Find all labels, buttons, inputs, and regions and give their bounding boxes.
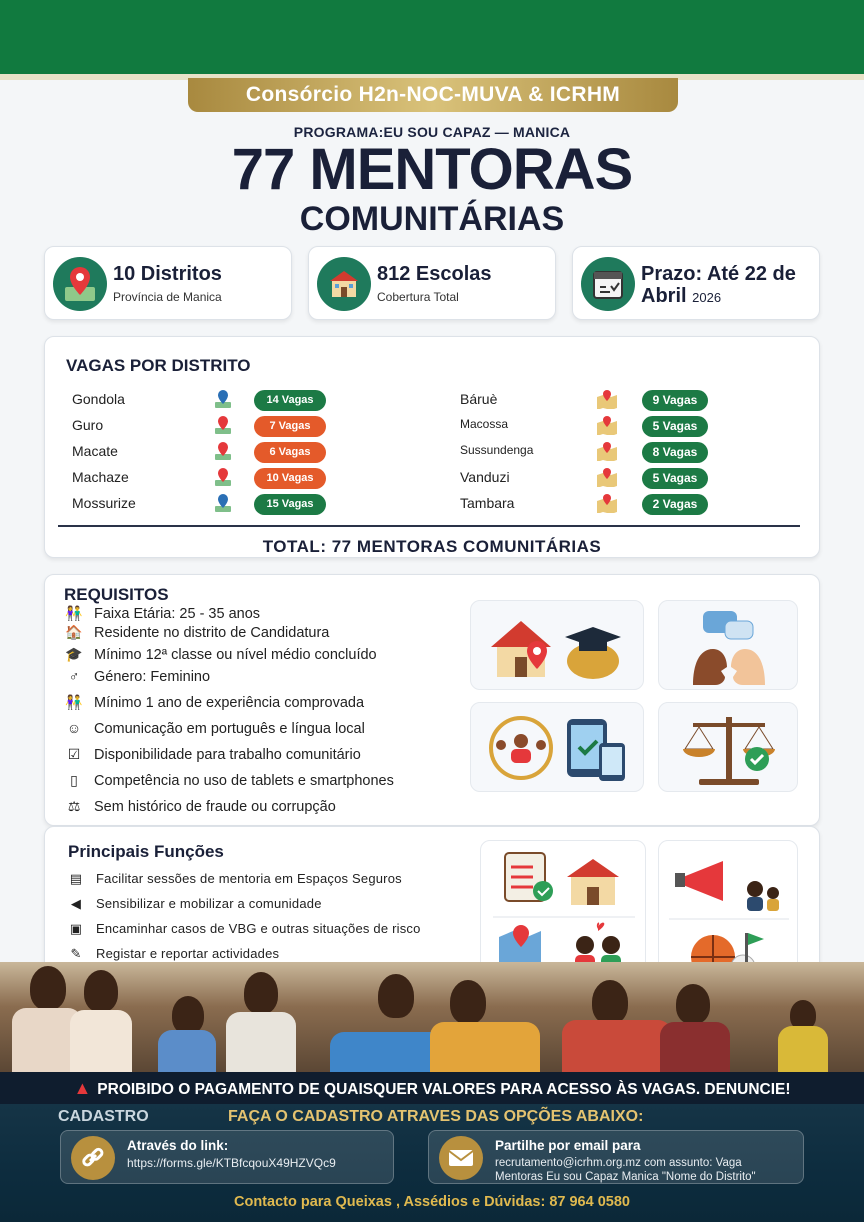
district-name: Tambara — [460, 495, 515, 511]
map-pin-icon — [53, 257, 107, 311]
email-icon — [439, 1136, 483, 1180]
form-link[interactable]: https://forms.gle/KTBfcqouX49HZVQc9 — [127, 1156, 336, 1170]
function-item: ✎ Registar e reportar actividades — [66, 946, 279, 962]
justice-scales-icon — [659, 703, 799, 793]
function-item: ▤ Facilitar sessões de mentoria em Espaços Seguros — [66, 871, 402, 887]
house-and-graduation-icon — [471, 601, 645, 691]
deadline-line1: Prazo: Até 22 de — [641, 263, 796, 285]
checklist-icon: ☑ — [67, 746, 81, 762]
location-pin-icon — [214, 389, 232, 409]
district-name: Mossurize — [72, 495, 136, 511]
people-icon: 👫 — [65, 605, 83, 621]
warning-banner — [0, 1072, 864, 1104]
req-item: ☺ Comunicação em português e língua local — [64, 720, 365, 737]
district-row — [72, 441, 332, 463]
district-row — [72, 467, 332, 489]
deadline-text — [641, 263, 796, 309]
consortium-banner: Consórcio H2n-NOC-MUVA & ICRHM — [188, 78, 678, 112]
district-row — [72, 415, 332, 437]
vagas-badge: 5 Vagas — [642, 416, 708, 437]
student-photo — [378, 974, 414, 1018]
stat-card-prazo — [572, 246, 820, 320]
vagas-badge: 15 Vagas — [254, 494, 326, 515]
headline-subtitle: COMUNITÁRIAS — [299, 200, 565, 238]
stat-card-escolas — [308, 246, 556, 320]
vagas-badge: 6 Vagas — [254, 442, 326, 463]
student-photo — [450, 980, 486, 1024]
link-title: Através do link: — [127, 1138, 229, 1153]
funcoes-title: Principais Funções — [68, 842, 224, 861]
warning-text: PROIBIDO O PAGAMENTO DE QUAISQUER VALORES PARA ACESSO ÀS VAGAS. DENUNCIE! — [97, 1081, 791, 1098]
folder-icon: ▣ — [69, 921, 83, 936]
stat-title: 10 Distritos — [113, 263, 222, 285]
calendar-icon — [581, 257, 635, 311]
email-line2: Mentoras Eu sou Capaz Manica "Nome do Distrito" — [495, 1171, 756, 1183]
tablet-icon: ▯ — [70, 772, 78, 788]
student-photo — [226, 1012, 296, 1074]
req-item: ♂ Género: Feminino — [64, 668, 210, 685]
student-photo — [562, 1020, 672, 1074]
district-row — [460, 467, 720, 489]
district-row — [460, 441, 720, 463]
req-item: ▯ Competência no uso de tablets e smartphones — [64, 772, 394, 789]
illustration-tile — [658, 600, 798, 690]
graduation-cap-icon: 🎓 — [65, 646, 83, 662]
illustration-tile — [658, 702, 798, 792]
document-icon: ▤ — [69, 871, 83, 886]
stat-subtitle: Província de Manica — [113, 290, 222, 304]
cadastro-label: CADASTRO — [58, 1108, 149, 1125]
cadastro-instruction: FAÇA O CADASTRO ATRAVES DAS OPÇÕES ABAIXO: — [228, 1108, 644, 1125]
map-pin-icon — [596, 415, 618, 435]
chat-icon: ☺ — [66, 720, 82, 736]
district-name: Gondola — [72, 391, 125, 407]
student-photo — [676, 984, 710, 1024]
district-name: Báruè — [460, 391, 498, 407]
district-name: Machaze — [72, 469, 129, 485]
student-photo — [778, 1026, 828, 1074]
vagas-badge: 8 Vagas — [642, 442, 708, 463]
contact-line: Contacto para Queixas , Assédios e Dúvidas: 87 964 0580 — [234, 1194, 630, 1210]
warning-icon: ▲ — [73, 1078, 92, 1098]
link-option[interactable] — [60, 1130, 394, 1184]
email-title: Partilhe por email para — [495, 1138, 641, 1153]
function-item: ▣ Encaminhar casos de VBG e outras situações de risco — [66, 921, 421, 937]
vagas-badge: 9 Vagas — [642, 390, 708, 411]
req-item: 👫 Faixa Etária: 25 - 35 anos — [65, 605, 261, 622]
program-name: PROGRAMA:EU SOU CAPAZ — MANICA — [293, 124, 571, 140]
vagas-badge: 2 Vagas — [642, 494, 708, 515]
district-name: Sussundenga — [460, 443, 534, 457]
deadline-month: Abril — [641, 285, 687, 307]
student-photo — [244, 972, 278, 1014]
vagas-badge: 7 Vagas — [254, 416, 326, 437]
vagas-title: VAGAS POR DISTRITO — [66, 356, 251, 375]
people-icon: 👫 — [65, 694, 83, 710]
student-photo — [592, 980, 628, 1024]
map-pin-icon — [596, 441, 618, 461]
student-photo — [70, 1010, 132, 1074]
district-row — [72, 389, 332, 411]
megaphone-icon: ◀ — [70, 896, 82, 911]
deadline-year: 2026 — [692, 290, 722, 305]
district-row — [460, 493, 720, 515]
pencil-icon: ✎ — [70, 946, 82, 961]
vagas-badge: 14 Vagas — [254, 390, 326, 411]
headline-title: 77 MENTORAS — [231, 137, 633, 202]
community-and-tablet-icon — [471, 703, 645, 793]
student-photo — [660, 1022, 730, 1074]
vagas-badge: 10 Vagas — [254, 468, 326, 489]
map-pin-icon — [596, 467, 618, 487]
location-pin-icon — [214, 415, 232, 435]
email-instructions[interactable] — [495, 1156, 756, 1184]
total-divider — [58, 525, 800, 527]
location-pin-icon — [214, 441, 232, 461]
stat-title: 812 Escolas — [377, 263, 492, 285]
conversation-icon — [659, 601, 799, 691]
district-name: Macossa — [460, 417, 509, 431]
school-icon — [317, 257, 371, 311]
student-photo — [84, 970, 118, 1012]
email-line1: recrutamento@icrhm.org.mz com assunto: Vaga — [495, 1157, 742, 1169]
student-photo — [430, 1022, 540, 1074]
total-mentoras: TOTAL: 77 MENTORAS COMUNITÁRIAS — [262, 537, 602, 556]
district-row — [72, 493, 332, 515]
illustration-tile — [470, 600, 644, 690]
district-name: Macate — [72, 443, 118, 459]
district-name: Vanduzi — [460, 469, 510, 485]
students-photo-strip — [0, 962, 864, 1074]
top-green-bar — [0, 0, 864, 78]
house-icon: 🏠 — [65, 624, 83, 640]
req-item: ☑ Disponibilidade para trabalho comunitário — [64, 746, 361, 763]
gender-icon: ♂ — [68, 668, 80, 684]
student-photo — [158, 1030, 216, 1074]
req-item: 🏠 Residente no distrito de Candidatura — [65, 624, 330, 641]
location-pin-icon — [214, 493, 232, 513]
district-name: Guro — [72, 417, 104, 433]
map-pin-icon — [596, 389, 618, 409]
student-photo — [172, 996, 204, 1034]
function-item: ◀ Sensibilizar e mobilizar a comunidade — [66, 896, 322, 912]
link-icon — [71, 1136, 115, 1180]
req-item: 👫 Mínimo 1 ano de experiência comprovada — [65, 694, 365, 711]
requisitos-title: REQUISITOS — [64, 585, 169, 604]
req-item: ⚖ Sem histórico de fraude ou corrupção — [64, 798, 336, 815]
req-item: 🎓 Mínimo 12ª classe ou nível médio concluído — [65, 646, 377, 663]
district-row — [460, 389, 720, 411]
district-row — [460, 415, 720, 437]
map-pin-icon — [596, 493, 618, 513]
illustration-tile — [470, 702, 644, 792]
stat-subtitle: Cobertura Total — [377, 290, 459, 304]
stat-card-distritos — [44, 246, 292, 320]
scales-icon: ⚖ — [67, 798, 81, 814]
student-photo — [30, 966, 66, 1010]
email-option[interactable] — [428, 1130, 804, 1184]
location-pin-icon — [214, 467, 232, 487]
vagas-badge: 5 Vagas — [642, 468, 708, 489]
